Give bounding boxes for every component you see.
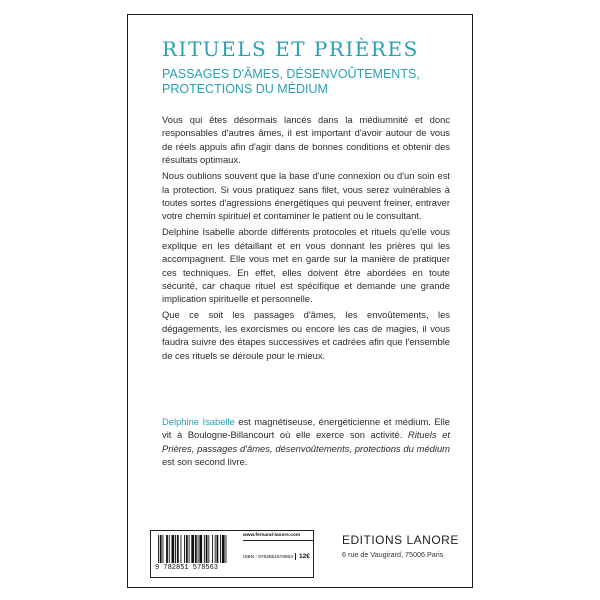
blurb-paragraph: Nous oublions souvent que la base d'une connexion ou d'un soin est la protection. Si vous pratiquez sans filet, vous serez vulnérables à toutes sortes d'agressions énergétiques qui peuvent freiner, entraver votre chemin spirituel et contaminer le patient ou le consultant.: [162, 170, 450, 222]
blurb: [162, 113, 450, 365]
author-bio: [162, 415, 450, 469]
barcode-icon: [157, 535, 241, 563]
subtitle-line: PASSAGES D'ÂMES, DÉSENVOÛTEMENTS,: [162, 67, 420, 81]
book-title: RITUELS ET PRIÈRES: [162, 37, 419, 61]
blurb-paragraph: Que ce soit les passages d'âmes, les envoûtements, les dégagements, les exorcismes ou encore les cas de magies, il vous faudra suivre des étapes successives et cadrées afin que l'ensemble de ces rituels se déroule pour le mieux.: [162, 309, 450, 361]
isbn: ISBN : 9782851578563: [243, 555, 293, 560]
subtitle-line: PROTECTIONS DU MÉDIUM: [162, 82, 328, 96]
publisher-address: 6 rue de Vaugirard, 75006 Paris: [342, 550, 444, 559]
author-name: Delphine Isabelle: [162, 416, 235, 427]
book-back-cover: [127, 14, 473, 588]
publisher-url: www.fernand-lanore.com: [243, 533, 313, 541]
barcode-box: [150, 530, 314, 578]
price: 12€: [295, 553, 310, 560]
blurb-paragraph: Vous qui êtes désormais lancés dans la médiumnité et donc responsables d'autres âmes, il est important d'avoir autour de vous de réels appuis afin d'agir dans de bonnes conditions et obtenir des résultats optimaux.: [162, 114, 450, 166]
barcode-digits: 9 782851 578563: [155, 564, 219, 572]
bio-text: est magnétiseuse, énergéticienne et médium. Elle vit à Boulogne-Billancourt où elle exerce son activité.: [162, 416, 450, 441]
bio-text-end: est son second livre.: [162, 456, 248, 468]
bio-book-reference: Rituels et Prières, passages d'âmes, désenvoûtements, protections du médium: [162, 429, 450, 454]
blurb-paragraph: Delphine Isabelle aborde différents protocoles et rituels qu'elle vous explique en les détaillant et en vous donnant les prières qui les accompagnent. Elle vous met en garde sur la manière de pratiquer ces techniques. En effet, elles doivent être abordées en toute sécurité, car chaque rituel est spécifique et demande une grande implication spirituelle et personnelle.: [162, 226, 450, 305]
barcode-info: [243, 531, 313, 577]
book-subtitle: [162, 67, 462, 97]
publisher-name: EDITIONS LANORE: [342, 533, 459, 547]
